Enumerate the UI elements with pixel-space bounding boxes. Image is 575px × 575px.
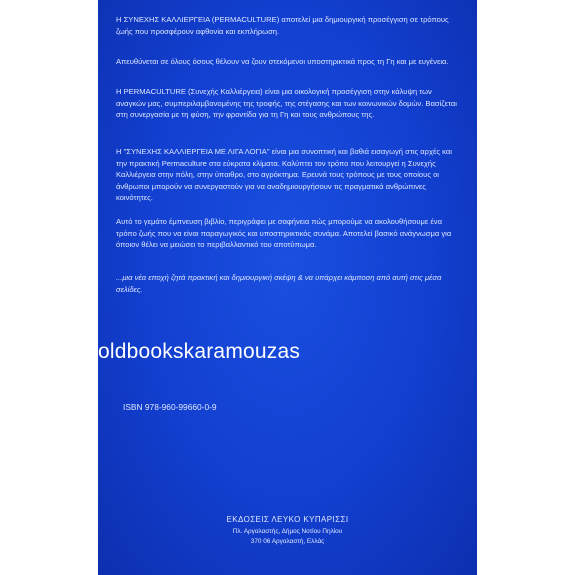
publisher-address — [98, 527, 477, 546]
isbn-label: ISBN 978-960-99660-0-9 — [123, 402, 217, 412]
book-back-cover — [98, 0, 477, 575]
publisher-address-line1: Πλ. Αργαλαστής, Δήμος Νοτίου Πηλίου — [232, 528, 343, 535]
description-paragraph: Αυτό το γεμάτο έμπνευση βιβλίο, περιγράφει με σαφήνεια πώς μπορούμε να ακολουθήσουμε ένα τρόπο ζωής που να είναι παραγωγικός και υποστηρικτικός συνάμα. Αποτελεί βασικό ανάγνωσμα για όποιον θέλει να μειώσει το περιβαλλαντικό του αποτύπωμα. — [116, 217, 452, 250]
intro-paragraph: Η ΣΥΝΕΧΗΣ ΚΑΛΛΙΕΡΓΕΙΑ (PERMACULTURE) αποτελεί μια δημιουργική προσέγγιση σε τρόπους ζωής που προσφέρουν αφθονία και εκπλήρωση. — [116, 15, 449, 36]
publisher-address-line2: 370 06 Αργαλαστή, Ελλάς — [250, 537, 325, 545]
publisher-block — [98, 515, 477, 546]
definition-paragraph: Η PERMACULTURE (Συνεχής Καλλιέργεια) είναι μια οικολογική προσέγγιση στην κάλυψη των αναγκών μας, συμπεριλαμβανομένης της τροφής, της στέγασης και των κοινωνικών δομών. Βασίζεται στη συνεργασία με τη φύση, την φροντίδα για τη Γη και τους ανθρώπους της. — [116, 87, 457, 120]
quote-paragraph: ...μια νέα εποχή ζητά πρακτική και δημιουργική σκέψη & να υπάρχει κάμποση από αυτή στις μέσα σελίδες. — [116, 273, 442, 294]
publisher-name: ΕΚΔΟΣΕΙΣ ΛΕΥΚΟ ΚΥΠΑΡΙΣΣΙ — [226, 515, 349, 524]
audience-paragraph: Απευθύνεται σε όλους όσους θέλουν να ζουν στεκόμενοι υποστηρικτικά προς τη Γη και με ευγένεια. — [116, 57, 449, 66]
watermark-text: oldbookskaramouzas — [98, 340, 301, 363]
book-summary-paragraph: Η "ΣΥΝΕΧΗΣ ΚΑΛΛΙΕΡΓΕΙΑ ΜΕ ΛΙΓΑ ΛΟΓΙΑ" είναι μια συνοπτική και βαθιά εισαγωγή στις αρχές και την πρακτική Permaculture στα εύκρατα κλίματα. Καλύπτει τον τρόπο που λειτουργεί η Συνεχής Καλλιέργεια στην πόλη, στην ύπαιθρο, στο αγρόκτημα. Ερευνά τους τρόπους με τους οποίους οι άνθρωποι μπορούν να συνεργαστούν για να αναδημιουργήσουν τις πραγματικά ανθρώπινες κοινότητες. — [116, 147, 452, 203]
